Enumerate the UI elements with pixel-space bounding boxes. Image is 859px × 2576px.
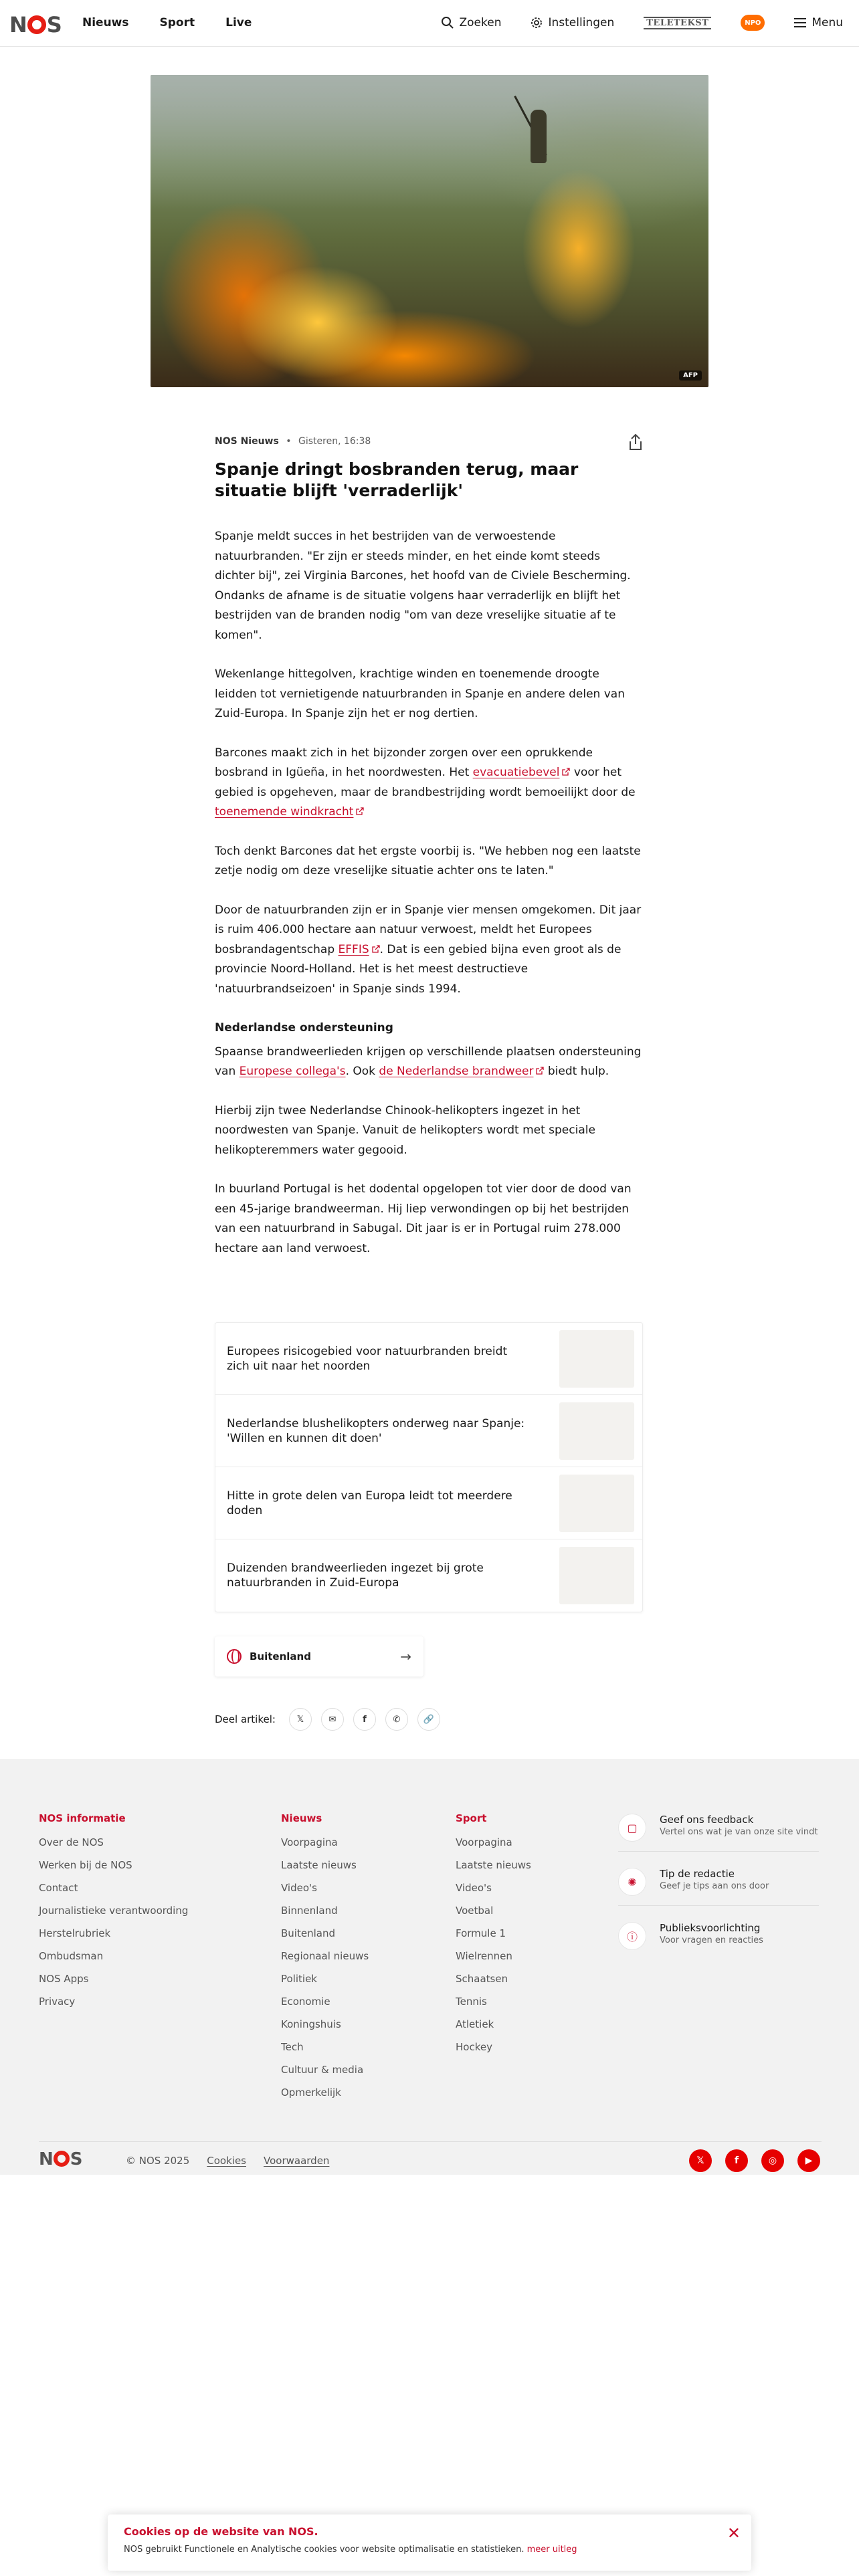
article-title: Spanje dringt bosbranden terug, maar situatie blijft 'verraderlijk' bbox=[215, 459, 579, 500]
related-title: Europees risicogebied voor natuurbranden breidt zich uit naar het noorden bbox=[227, 1344, 508, 1373]
footer-col-sport bbox=[456, 1812, 531, 2058]
footer-heading: Nieuws bbox=[281, 1812, 322, 1824]
footer-link[interactable]: Buitenland bbox=[281, 1927, 335, 1939]
paragraph: Spaanse brandweerlieden krijgen op verschillende plaatsen ondersteuning van Europese collega's. Ook de Nederlandse brandweer biedt hulp. bbox=[215, 1045, 642, 1078]
related-title: Nederlandse blushelikopters onderweg naar Spanje: 'Willen en kunnen dit doen' bbox=[227, 1416, 525, 1445]
cookies-link[interactable]: Cookies bbox=[207, 2155, 246, 2167]
footer-link[interactable]: Voorpagina bbox=[456, 1836, 512, 1848]
footer-link[interactable]: Voetbal bbox=[456, 1905, 494, 1917]
footer-link[interactable]: Atletiek bbox=[456, 2018, 494, 2030]
gear-icon bbox=[531, 17, 543, 29]
cookie-more-link[interactable]: meer uitleg bbox=[527, 2545, 577, 2555]
related-article[interactable] bbox=[215, 1467, 642, 1539]
footer-heading: NOS informatie bbox=[39, 1812, 126, 1824]
footer-link[interactable]: Cultuur & media bbox=[281, 2064, 364, 2076]
footer-divider bbox=[39, 2141, 822, 2142]
social-links bbox=[689, 2149, 820, 2172]
article-meta bbox=[215, 436, 371, 447]
related-thumbnail bbox=[559, 1402, 634, 1460]
teletekst-link[interactable] bbox=[644, 17, 711, 29]
footer-link[interactable]: Privacy bbox=[39, 1996, 76, 2008]
article-source: NOS Nieuws bbox=[215, 436, 279, 447]
facebook-icon[interactable]: f bbox=[353, 1708, 376, 1731]
footer-link[interactable]: Wielrennen bbox=[456, 1950, 512, 1962]
paragraph: Wekenlange hittegolven, krachtige winden en toenemende droogte leidden tot vernietigende natuurbranden in Spanje en andere delen van Zuid-Europa. In Spanje zijn het er nog dertien. bbox=[215, 667, 625, 720]
x-icon[interactable]: 𝕏 bbox=[689, 2149, 712, 2172]
hamburger-icon bbox=[794, 18, 806, 27]
npo-logo: NPO bbox=[741, 15, 765, 31]
footer-link[interactable]: Video's bbox=[281, 1882, 317, 1894]
nos-logo[interactable]: N S bbox=[9, 12, 62, 37]
hero-image bbox=[151, 75, 708, 387]
share-icon[interactable] bbox=[628, 433, 644, 451]
contact-title: Geef ons feedback bbox=[660, 1814, 754, 1826]
meta-separator: • bbox=[286, 436, 292, 447]
related-title: Duizenden brandweerlieden ingezet bij grote natuurbranden in Zuid-Europa bbox=[227, 1562, 484, 1590]
contact-title: Publieksvoorlichting bbox=[660, 1922, 761, 1934]
link-effis[interactable]: EFFIS bbox=[338, 942, 369, 956]
mail-icon[interactable]: ✉ bbox=[321, 1708, 344, 1731]
related-thumbnail bbox=[559, 1475, 634, 1532]
paragraph: Spanje meldt succes in het bestrijden van de verwoestende natuurbranden. "Er zijn er steeds minder, en het einde komt steeds dichter bij", zei Virginia Barcones, het hoofd van de Civiele Bescherming. Ondanks de afname is de situatie volgens haar verraderlijk en blijft het bestrijden van de branden nodig "om van deze vreselijke situatie af te komen". bbox=[215, 530, 631, 642]
teletekst-logo: TELETEKST bbox=[644, 17, 711, 29]
cookie-text: NOS gebruikt Functionele en Analytische cookies voor website optimalisatie en statistieken. meer uitleg bbox=[124, 2545, 577, 2555]
menu-button[interactable] bbox=[794, 16, 843, 29]
external-link-icon bbox=[536, 1067, 544, 1075]
cookie-banner bbox=[108, 2514, 751, 2571]
footer-col-nieuws bbox=[281, 1812, 369, 2104]
article-body bbox=[215, 527, 643, 1278]
category-label: Buitenland bbox=[250, 1650, 311, 1662]
link-europese-collegas[interactable]: Europese collega's bbox=[239, 1065, 346, 1078]
contact-sub: Voor vragen en reacties bbox=[660, 1935, 763, 1945]
paragraph: Door de natuurbranden zijn er in Spanje vier mensen omgekomen. Dit jaar is ruim 406.000 hectare aan natuur verwoest, meldt het Europees bosbrandagentschap EFFIS . Dat is een gebied bijna even groot als de provincie Noord-Holland. Het is het meest destructieve 'natuurbrandseizoen' in Spanje sinds 1994. bbox=[215, 903, 642, 996]
arrow-right-icon: → bbox=[400, 1648, 411, 1665]
cookie-title: Cookies op de website van NOS. bbox=[124, 2525, 318, 2538]
footer-legal bbox=[126, 2155, 329, 2167]
paragraph: Hierbij zijn twee Nederlandse Chinook-helikopters ingezet in het noordwesten van Spanje. Vanuit de helikopters wordt met speciale helikopteremmers water gegooid. bbox=[215, 1103, 595, 1157]
related-title: Hitte in grote delen van Europa leidt tot meerdere doden bbox=[227, 1489, 512, 1517]
footer-link[interactable]: Tech bbox=[281, 2041, 304, 2053]
facebook-icon[interactable]: f bbox=[725, 2149, 748, 2172]
settings-button[interactable] bbox=[531, 16, 614, 29]
related-thumbnail bbox=[559, 1547, 634, 1604]
paragraph: In buurland Portugal is het dodental opgelopen tot vier door de dood van een 45-jarige brandweerman. Hij liep verwondingen op bij het bestrijden van een natuurbrand in Sabugal. Dit jaar is er in Portugal ruim 278.000 hectare aan land verwoest. bbox=[215, 1182, 632, 1255]
footer-col-nos-informatie bbox=[39, 1812, 188, 2013]
footer-link[interactable]: Werken bij de NOS bbox=[39, 1859, 132, 1871]
tip-link[interactable] bbox=[618, 1865, 819, 1906]
link-icon[interactable]: 🔗 bbox=[417, 1708, 440, 1731]
footer-link[interactable]: Regionaal nieuws bbox=[281, 1950, 369, 1962]
footer-link[interactable]: Formule 1 bbox=[456, 1927, 506, 1939]
footer-link[interactable]: Opmerkelijk bbox=[281, 2086, 341, 2099]
close-icon[interactable]: ✕ bbox=[727, 2524, 741, 2543]
copyright: © NOS 2025 bbox=[126, 2155, 190, 2167]
footer-link[interactable]: Koningshuis bbox=[281, 2018, 341, 2030]
footer-link[interactable]: Politiek bbox=[281, 1973, 317, 1985]
npo-link[interactable] bbox=[741, 15, 765, 31]
link-nederlandse-brandweer[interactable]: de Nederlandse brandweer bbox=[379, 1065, 534, 1078]
share-label: Deel artikel: bbox=[215, 1713, 276, 1725]
hero-firefighter bbox=[531, 110, 547, 163]
instagram-icon[interactable]: ◎ bbox=[761, 2149, 784, 2172]
menu-label: Menu bbox=[812, 16, 843, 29]
footer-link[interactable]: Hockey bbox=[456, 2041, 492, 2053]
footer-link[interactable]: Ombudsman bbox=[39, 1950, 104, 1962]
terms-link[interactable]: Voorwaarden bbox=[264, 2155, 330, 2167]
footer-link[interactable]: Economie bbox=[281, 1996, 330, 2008]
nav-live[interactable]: Live bbox=[225, 16, 252, 29]
footer-link[interactable]: Tennis bbox=[456, 1996, 487, 2008]
nav-nieuws[interactable]: Nieuws bbox=[82, 16, 129, 29]
paragraph: Barcones maakt zich in het bijzonder zorgen over een oprukkende bosbrand in Igüeña, in het noordwesten. Het evacuatiebevel voor het gebied is opgeheven, maar de brandbestrijding wordt bemoeilijkt door de toenemende windkracht bbox=[215, 746, 636, 819]
external-link-icon bbox=[562, 768, 570, 776]
settings-label: Instellingen bbox=[548, 16, 615, 29]
footer-link[interactable]: Schaatsen bbox=[456, 1973, 508, 1985]
whatsapp-icon[interactable]: ✆ bbox=[385, 1708, 408, 1731]
related-thumbnail bbox=[559, 1330, 634, 1388]
article-time: Gisteren, 16:38 bbox=[298, 436, 371, 447]
footer-link[interactable]: Contact bbox=[39, 1882, 78, 1894]
main-nav bbox=[82, 16, 252, 29]
publieksvoorlichting-link[interactable] bbox=[618, 1919, 819, 1959]
footer-link[interactable]: Journalistieke verantwoording bbox=[39, 1905, 189, 1917]
footer-link[interactable]: NOS Apps bbox=[39, 1973, 89, 1985]
nav-sport[interactable]: Sport bbox=[159, 16, 195, 29]
link-windkracht[interactable]: toenemende windkracht bbox=[215, 805, 354, 819]
x-icon[interactable]: 𝕏 bbox=[289, 1708, 312, 1731]
search-icon bbox=[441, 16, 454, 29]
header-tools bbox=[411, 15, 844, 31]
image-credit: AFP bbox=[679, 370, 702, 381]
related-article[interactable] bbox=[215, 1395, 642, 1467]
share-row bbox=[215, 1708, 450, 1731]
external-link-icon bbox=[356, 807, 364, 815]
footer-link[interactable]: Voorpagina bbox=[281, 1836, 338, 1848]
external-link-icon bbox=[372, 945, 380, 953]
footer-logo[interactable]: N S bbox=[39, 2149, 82, 2169]
contact-sub: Geef je tips aan ons door bbox=[660, 1881, 769, 1891]
search-label: Zoeken bbox=[459, 16, 502, 29]
footer-link[interactable]: Video's bbox=[456, 1882, 492, 1894]
related-article[interactable] bbox=[215, 1539, 642, 1612]
category-tag-button[interactable] bbox=[215, 1636, 423, 1677]
footer-link[interactable]: Herstelrubriek bbox=[39, 1927, 111, 1939]
hero-smoke bbox=[151, 75, 708, 209]
site-footer bbox=[0, 1759, 859, 2175]
footer-contact bbox=[618, 1811, 819, 1973]
lightbulb-icon: ✺ bbox=[618, 1868, 646, 1896]
footer-link[interactable]: Laatste nieuws bbox=[281, 1859, 357, 1871]
related-articles bbox=[215, 1322, 643, 1612]
footer-link[interactable]: Over de NOS bbox=[39, 1836, 104, 1848]
footer-link[interactable]: Binnenland bbox=[281, 1905, 338, 1917]
info-icon: ⓘ bbox=[618, 1922, 646, 1950]
site-header bbox=[0, 0, 859, 47]
paragraph: Toch denkt Barcones dat het ergste voorbij is. "We hebben nog een laatste zetje nodig om deze vreselijke situatie achter ons te laten." bbox=[215, 844, 641, 877]
globe-icon bbox=[227, 1649, 242, 1664]
subheading: Nederlandse ondersteuning bbox=[215, 1021, 393, 1035]
footer-heading: Sport bbox=[456, 1812, 487, 1824]
chat-icon: ▢ bbox=[618, 1814, 646, 1842]
footer-link[interactable]: Laatste nieuws bbox=[456, 1859, 531, 1871]
feedback-link[interactable] bbox=[618, 1811, 819, 1852]
search-button[interactable] bbox=[441, 16, 502, 29]
contact-title: Tip de redactie bbox=[660, 1868, 735, 1880]
contact-sub: Vertel ons wat je van onze site vindt bbox=[660, 1827, 818, 1837]
link-evacuatiebevel[interactable]: evacuatiebevel bbox=[472, 766, 560, 779]
related-article[interactable] bbox=[215, 1323, 642, 1395]
youtube-icon[interactable]: ▶ bbox=[797, 2149, 820, 2172]
